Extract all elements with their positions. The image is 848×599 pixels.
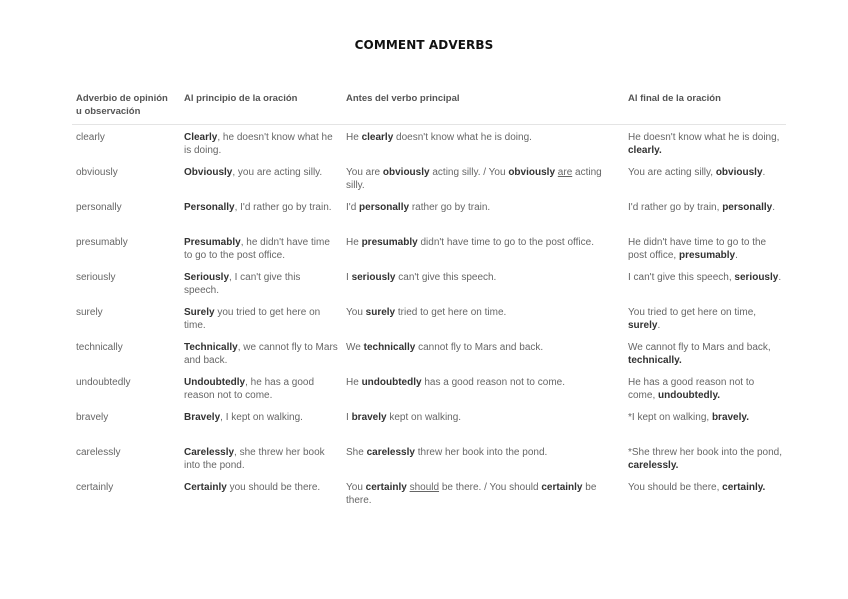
end-position-cell: You tried to get here on time, surely. [628, 306, 757, 331]
column-header-start: Al principio de la oración [180, 90, 342, 125]
column-header-before-verb: Antes del verbo principal [342, 90, 624, 125]
adverb-cell: technically [76, 341, 123, 353]
end-position-cell: He has a good reason not to come, undoubtedly. [628, 376, 755, 401]
table-row [72, 230, 786, 265]
end-position-cell: I'd rather go by train, personally. [628, 201, 775, 213]
adverb-cell: presumably [76, 236, 128, 248]
end-position-cell: He doesn't know what he is doing, clearly. [628, 132, 780, 156]
before-verb-cell: I seriously can't give this speech. [346, 271, 497, 283]
adverb-cell: seriously [76, 271, 116, 283]
before-verb-cell: You certainly should be there. / You should certainly be there. [346, 481, 597, 506]
table-row [72, 160, 786, 195]
comment-adverbs-table [72, 90, 786, 510]
table-row [72, 195, 786, 230]
before-verb-cell: You are obviously acting silly. / You obviously are acting silly. [346, 166, 602, 191]
adverb-cell: certainly [76, 481, 114, 493]
before-verb-cell: I bravely kept on walking. [346, 411, 462, 423]
page-title: COMMENT ADVERBS [354, 38, 494, 52]
end-position-cell: I can't give this speech, seriously. [628, 271, 782, 283]
before-verb-cell: I'd personally rather go by train. [346, 201, 491, 213]
before-verb-cell: He presumably didn't have time to go to the post office. [346, 236, 594, 248]
adverb-cell: obviously [76, 166, 118, 178]
end-position-cell: *I kept on walking, bravely. [628, 411, 749, 423]
before-verb-cell: We technically cannot fly to Mars and back. [346, 341, 544, 353]
column-header-end: Al final de la oración [624, 90, 786, 125]
adverb-cell: surely [76, 306, 103, 318]
adverb-cell: clearly [76, 132, 105, 143]
end-position-cell: You should be there, certainly. [628, 481, 766, 493]
start-position-cell: Personally, I'd rather go by train. [184, 201, 332, 213]
start-position-cell: Undoubtedly, he has a good reason not to come. [184, 376, 315, 401]
adverb-cell: bravely [76, 411, 109, 423]
table-row [72, 370, 786, 405]
table-body [72, 125, 786, 510]
adverb-cell: personally [76, 201, 122, 213]
end-position-cell: You are acting silly, obviously. [628, 166, 766, 178]
start-position-cell: Obviously, you are acting silly. [184, 166, 323, 178]
table-row [72, 300, 786, 335]
table-row [72, 335, 786, 370]
start-position-cell: Technically, we cannot fly to Mars and back. [184, 341, 338, 366]
adverb-cell: undoubtedly [76, 376, 131, 388]
table-row [72, 475, 786, 510]
adverb-cell: carelessly [76, 446, 121, 458]
start-position-cell: Seriously, I can't give this speech. [184, 271, 301, 296]
table-row [72, 125, 786, 160]
start-position-cell: Certainly you should be there. [184, 481, 321, 493]
start-position-cell: Surely you tried to get here on time. [184, 306, 321, 331]
start-position-cell: Presumably, he didn't have time to go to the post office. [184, 236, 330, 261]
table-row [72, 440, 786, 475]
start-position-cell: Carelessly, she threw her book into the pond. [184, 446, 325, 471]
table-row [72, 405, 786, 440]
column-header-adverb: Adverbio de opinión u observación [72, 90, 180, 125]
before-verb-cell: You surely tried to get here on time. [346, 306, 507, 318]
before-verb-cell: She carelessly threw her book into the pond. [346, 446, 548, 458]
before-verb-cell: He clearly doesn't know what he is doing. [346, 132, 532, 143]
start-position-cell: Clearly, he doesn't know what he is doing. [184, 132, 333, 156]
header-row [72, 90, 786, 125]
end-position-cell: *She threw her book into the pond, carelessly. [628, 446, 782, 471]
table-row [72, 265, 786, 300]
before-verb-cell: He undoubtedly has a good reason not to come. [346, 376, 565, 388]
end-position-cell: We cannot fly to Mars and back, technically. [628, 341, 771, 366]
start-position-cell: Bravely, I kept on walking. [184, 411, 303, 423]
end-position-cell: He didn't have time to go to the post office, presumably. [628, 236, 767, 261]
